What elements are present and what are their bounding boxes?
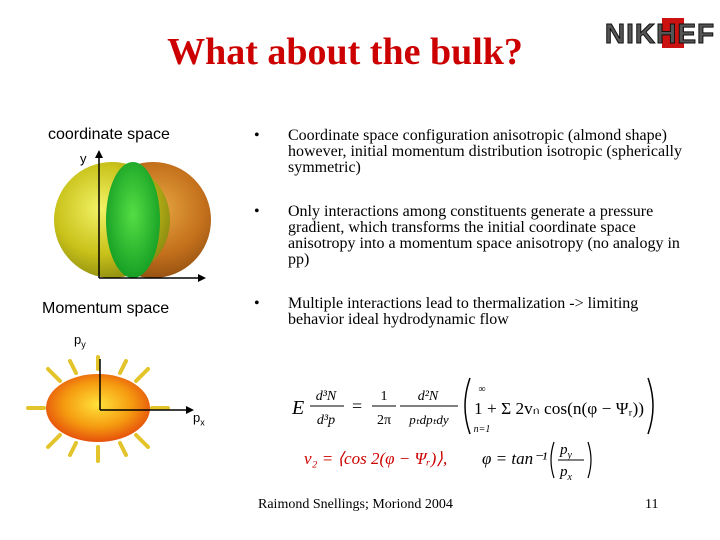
coordinate-space-label: coordinate space [48, 126, 170, 143]
mom-y-label: $p_y$ [74, 332, 86, 350]
slide-title: What about the bulk? [167, 31, 523, 73]
bullet-marker: • [254, 203, 260, 220]
momentum-space-label: Momentum space [42, 300, 170, 317]
mom-x-label: $p_x$ [193, 410, 205, 428]
bullet-item [252, 204, 692, 268]
bullet-marker: • [254, 295, 260, 312]
formula-v2-def: v₂ = ⟨cos 2(φ − Ψᵣ)⟩, [304, 449, 448, 468]
bullet-text: Multiple interactions lead to thermalization -> limiting behavior ideal hydrodynamic flow [288, 295, 639, 328]
almond-diagram [40, 150, 220, 290]
flow-formula [282, 370, 682, 488]
bullet-list [252, 128, 692, 342]
bullet-marker: • [254, 127, 260, 144]
formula-rhs-num: d²N [417, 389, 439, 404]
bullet-text: Only interactions among constituents generate a pressure gradient, which transforms the initial coordinate space anisotropy into a momentum space anisotropy (no analogy in pp) [288, 203, 680, 268]
page-number: 11 [645, 497, 659, 512]
momentum-diagram [20, 355, 200, 465]
formula-phi-def: φ = tan⁻¹ [482, 449, 548, 468]
bullet-text: Coordinate space configuration anisotropic (almond shape) however, initial momentum distribution isotropic (spherically symmetric) [288, 127, 682, 176]
formula-two-pi: 2π [376, 413, 392, 428]
momentum-sphere [46, 374, 150, 442]
formula-series: 1 + Σ 2vₙ cos(n(φ − Ψᵣ)) [474, 399, 644, 418]
formula-sum-bottom: n=1 [473, 424, 491, 435]
formula-rhs-den: pₜdpₜdy [409, 412, 449, 427]
formula-py: $p_y$ [560, 442, 572, 461]
formula-E: E [292, 397, 305, 419]
bullet-item [252, 128, 692, 176]
almond-overlap [106, 162, 160, 278]
bullet-item [252, 296, 692, 328]
formula-lhs-den: d³p [316, 413, 336, 428]
coord-y-label: y [80, 151, 87, 166]
formula-lhs-num: d³N [315, 389, 337, 404]
formula-px: $p_x$ [560, 464, 572, 483]
nikhef-logo [604, 14, 716, 52]
footer-author: Raimond Snellings; Moriond 2004 [258, 497, 453, 512]
formula-one: 1 [380, 389, 388, 404]
formula-eq: = [352, 396, 363, 416]
logo-text: NIKHEF [604, 18, 716, 49]
formula-sum-top: ∞ [478, 384, 486, 395]
